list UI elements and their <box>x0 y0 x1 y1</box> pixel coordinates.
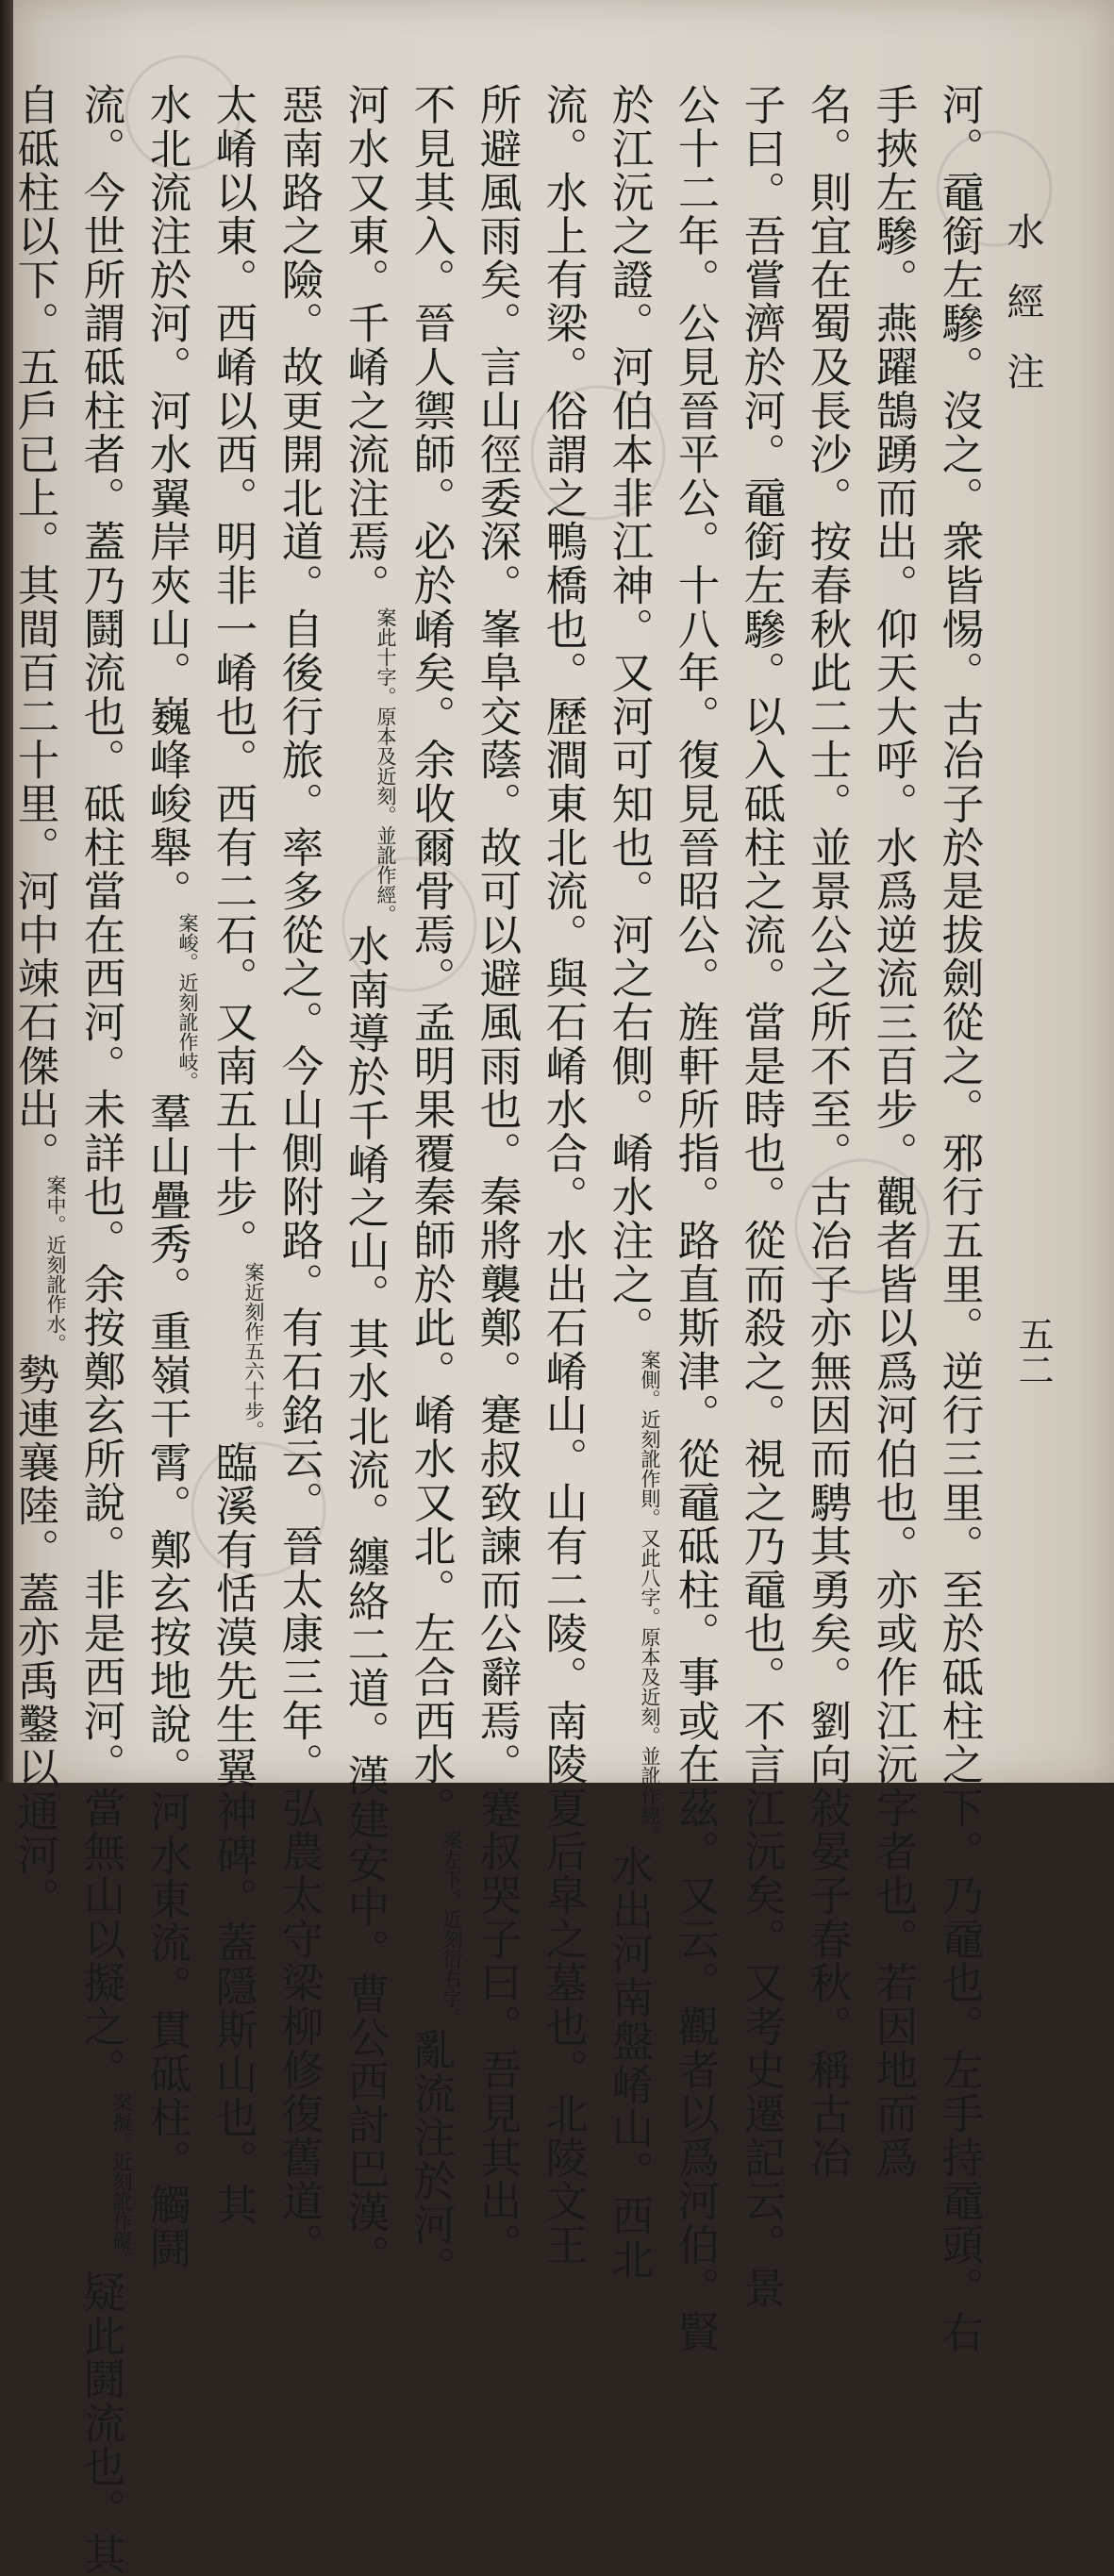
text-column-with-note <box>331 83 397 2278</box>
text-column: 子曰。吾嘗濟於河。黿銜左驂。以入砥柱之流。當是時也。從而殺之。視之乃黿也。不言江沅矣。又考史遷記云。景 <box>737 83 785 2311</box>
commentary-note: 案此十字。原本及近刻。並訛作經。 <box>374 607 397 924</box>
text-run: 水北流注於河。河水翼岸夾山。巍峰峻舉。 <box>142 83 191 913</box>
text-run: 水南導於千崤之山。其水北流。纏絡二道。漢建安中。曹公西討巴漢。 <box>341 923 389 2278</box>
text-run: 臨溪有恬漠先生翼神碑。蓋隱斯山也。其 <box>208 1440 257 2227</box>
text-column-with-note <box>397 83 463 2290</box>
text-run: 勢連襄陸。蓋亦禹鑿以通河。 <box>10 1353 58 1921</box>
text-run: 亂流注於河。 <box>407 2028 455 2290</box>
commentary-note: 案中。近刻訛作水。 <box>44 1174 67 1354</box>
text-run: 流。今世所謂砥柱者。蓋乃鬪流也。砥柱當在西河。未詳也。余按鄭玄所說。非是西河。當無山以擬之。 <box>76 83 125 2092</box>
text-run: 河水又東。千崤之流注焉。 <box>341 83 389 607</box>
commentary-note: 案峻。近刻訛作岐。 <box>176 912 199 1091</box>
text-column <box>0 83 1 1724</box>
text-column: 惡南路之險。故更開北道。自後行旅。率多從之。今山側附路。有石銘云。晉太康三年。弘農太守梁柳修復舊道。 <box>274 83 323 2267</box>
text-column: 公十二年。公見晉平公。十八年。復見晉昭公。旌軒所指。路直斯津。從黿砥柱。事或在茲。又云。觀者以爲河伯。賢 <box>671 83 719 2354</box>
text-column: 河。黿銜左驂。沒之。衆皆惕。古冶子於是拔劍從之。邪行五里。逆行三里。至於砥柱之下。乃黿也。左手持黿頭。右 <box>935 83 983 2354</box>
text-column: 所避風雨矣。言山徑委深。峯阜交蔭。故可以避風雨也。秦將襲鄭。蹇叔致諫而公辭焉。蹇叔哭子曰。吾見其出。 <box>473 83 521 2267</box>
text-run: 不見其入。晉人禦師。必於崤矣。余收爾骨焉。孟明果覆秦師於此。崤水又北。左合西水。 <box>407 83 455 1830</box>
page-header-title: 水經注 <box>1001 212 1044 422</box>
text-run: 於江沅之證。河伯本非江神。又河可知也。河之右側。崤水注之。 <box>605 83 653 1350</box>
text-column: 名。則宜在蜀及長沙。按春秋此二士。並景公之所不至。古冶子亦無因而騁其勇矣。劉向敍晏子春秋。稱古冶 <box>803 83 851 2180</box>
text-column-with-note <box>595 83 661 2282</box>
text-column-with-note <box>1 83 67 1921</box>
commentary-note: 案擬。近刻訛作礙。 <box>110 2091 133 2270</box>
commentary-note: 案左下。近刻衍右字。 <box>441 1830 463 2028</box>
text-run: 疑此鬪流也。其 <box>76 2269 125 2576</box>
text-run: 自砥柱以下。五戶已上。其間百二十里。河中竦石傑出。 <box>10 83 58 1175</box>
commentary-note: 案近刻作五六十步。 <box>242 1262 265 1441</box>
text-column: 手挾左驂。燕躍鵠踴而出。仰天大呼。水爲逆流三百步。觀者皆以爲河伯也。亦或作江沅字者也。若因地而爲 <box>869 83 917 2180</box>
text-column: 流。水上有梁。俗謂之鴨橋也。歷澗東北流。與石崤水合。水出石崤山。山有二陵。南陵夏后皐之墓也。北陵文王 <box>539 83 587 2267</box>
text-run: 水出河南盤崤山。西北 <box>605 1844 653 2282</box>
text-run: 羣山疊秀。重嶺干霄。鄭玄按地說。河水東流。貫砥柱。觸鬪 <box>142 1090 191 2270</box>
text-column-with-note <box>133 83 199 2270</box>
text-column-with-note <box>67 83 133 2576</box>
text-body <box>10 83 991 2576</box>
page-number: 五二 <box>1012 1316 1054 1388</box>
text-run: 太崤以東。西崤以西。明非一崤也。西有二石。又南五十步。 <box>208 83 257 1263</box>
text-column-with-note <box>199 83 265 2227</box>
commentary-note: 案側。近刻訛作則。又此八字。原本及近刻。並訛作經。 <box>639 1349 661 1845</box>
